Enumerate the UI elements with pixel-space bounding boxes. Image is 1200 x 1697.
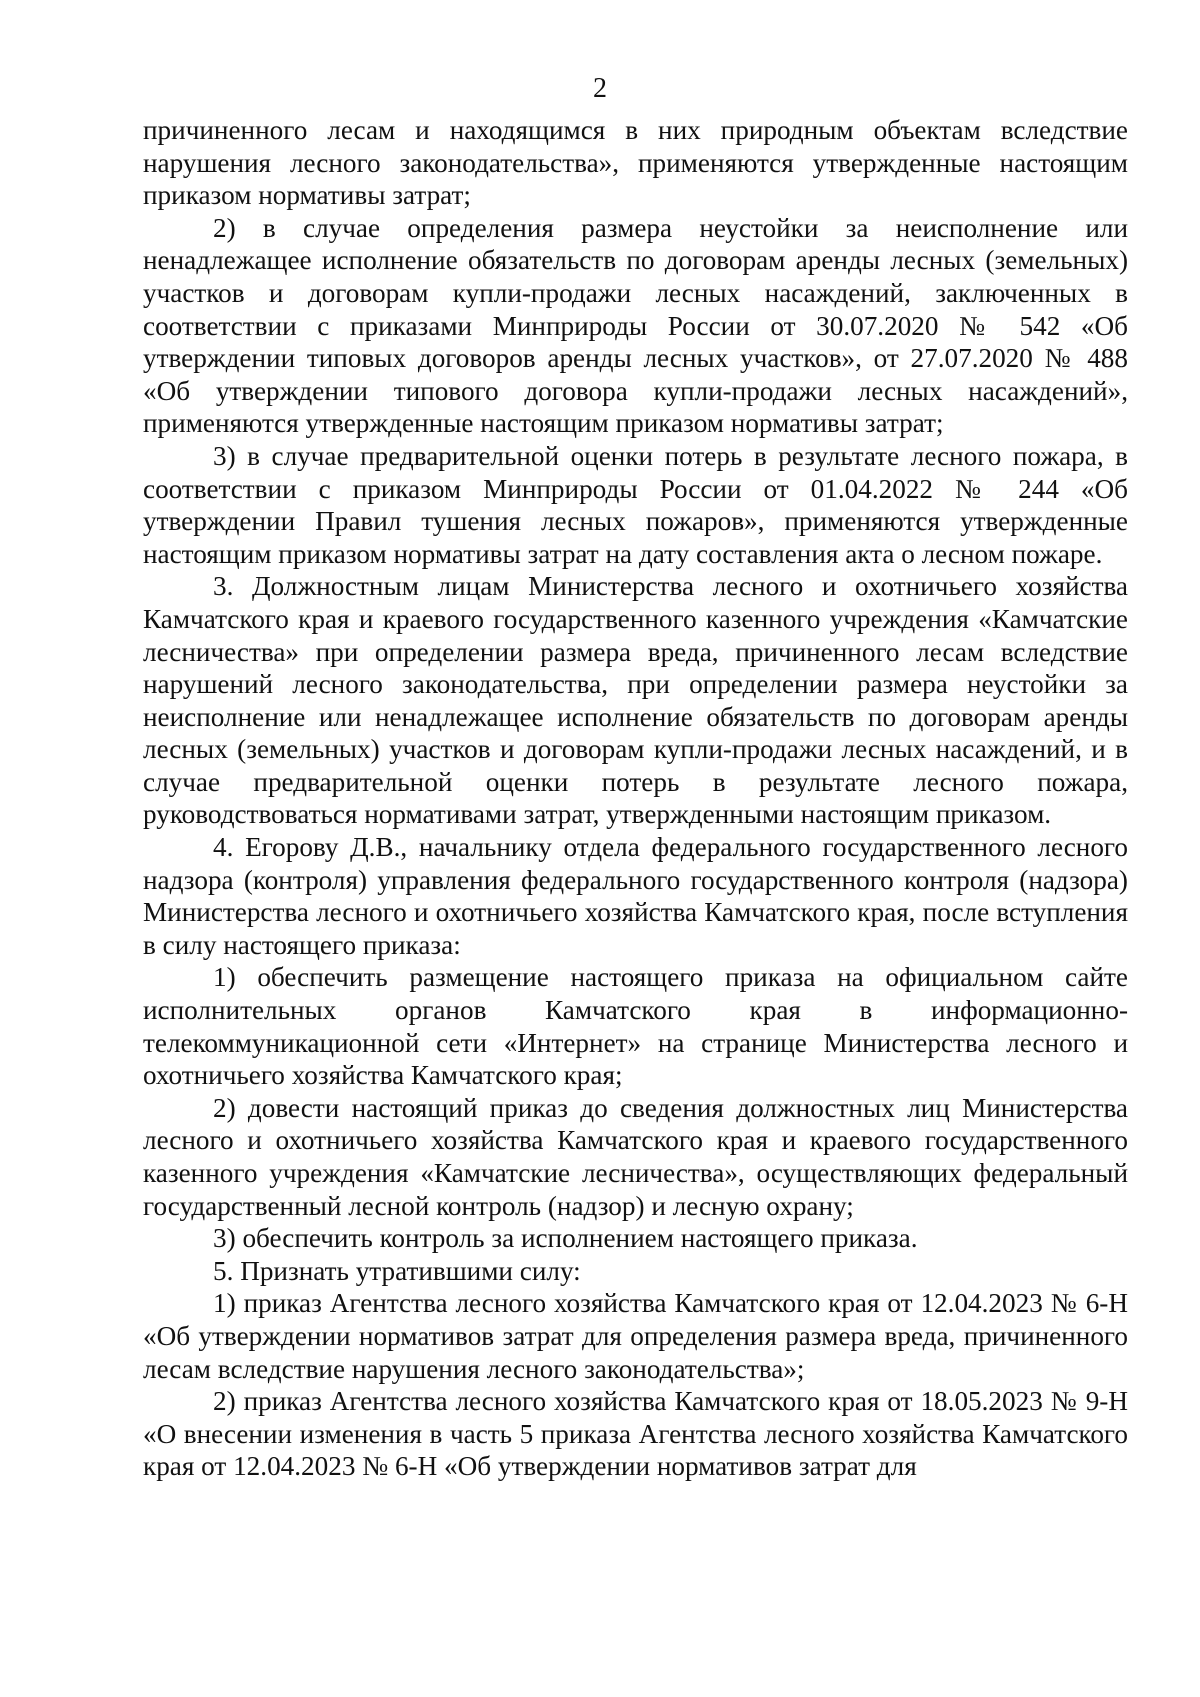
document-body	[143, 114, 1128, 1483]
paragraph-section-5-item-1: 1) приказ Агентства лесного хозяйства Камчатского края от 12.04.2023 № 6-Н «Об утверждении нормативов затрат для определения размера вреда, причиненного лесам вследствие нарушения лесного законодательства»;	[143, 1288, 1128, 1384]
paragraph-section-4-item-1: 1) обеспечить размещение настоящего приказа на официальном сайте исполнительных органов Камчатского края в информационно-телекоммуникационной сети «Интернет» на странице Министерства лесного и охотничьего хозяйства Камчатского края;	[143, 962, 1128, 1091]
paragraph-section-3: 3. Должностным лицам Министерства лесного и охотничьего хозяйства Камчатского края и краевого государственного казенного учреждения «Камчатские лесничества» при определении размера вреда, причиненного лесам вследствие нарушений лесного законодательства, при определении размера неустойки за неисполнение или ненадлежащее исполнение обязательств по договорам аренды лесных (земельных) участков и договорам купли-продажи лесных насаждений, и в случае предварительной оценки потерь в результате лесного пожара, руководствоваться нормативами затрат, утвержденными настоящим приказом.	[143, 571, 1128, 830]
paragraph-section-5: 5. Признать утратившими силу:	[213, 1255, 581, 1286]
paragraph-section-4: 4. Егорову Д.В., начальнику отдела федерального государственного лесного надзора (контроля) управления федерального государственного контроля (надзора) Министерства лесного и охотничьего хозяйства Камчатского края, после вступления в силу настоящего приказа:	[143, 832, 1128, 960]
paragraph-item-2-penalty: 2) в случае определения размера неустойки за неисполнение или ненадлежащее исполнение обязательств по договорам аренды лесных (земельных) участков и договорам купли-продажи лесных насаждений, заключенных в соответствии с приказами Минприроды России от 30.07.2020 № 542 «Об утверждении типовых договоров аренды лесных участков», от 27.07.2020 № 488 «Об утверждении типового договора купли-продажи лесных насаждений», применяются утвержденные настоящим приказом нормативы затрат;	[143, 212, 1128, 439]
paragraph-continuation: причиненного лесам и находящимся в них природным объектам вследствие нарушения лесного законодательства», применяются утвержденные настоящим приказом нормативы затрат;	[143, 115, 1128, 211]
paragraph-item-3-fire-losses: 3) в случае предварительной оценки потерь в результате лесного пожара, в соответствии с приказом Минприроды России от 01.04.2022 № 244 «Об утверждении Правил тушения лесных пожаров», применяются утвержденные настоящим приказом нормативы затрат на дату составления акта о лесном пожаре.	[143, 440, 1128, 569]
paragraph-section-4-item-2: 2) довести настоящий приказ до сведения должностных лиц Министерства лесного и охотничьего хозяйства Камчатского края и краевого государственного казенного учреждения «Камчатские лесничества», осуществляющих федеральный государственный лесной контроль (надзор) и лесную охрану;	[143, 1092, 1128, 1221]
paragraph-section-4-item-3: 3) обеспечить контроль за исполнением настоящего приказа.	[213, 1223, 918, 1254]
paragraph-section-5-item-2: 2) приказ Агентства лесного хозяйства Камчатского края от 18.05.2023 № 9-Н «О внесении изменения в часть 5 приказа Агентства лесного хозяйства Камчатского края от 12.04.2023 № 6-Н «Об утверждении нормативов затрат для	[143, 1386, 1128, 1482]
page-number: 2	[593, 73, 607, 104]
